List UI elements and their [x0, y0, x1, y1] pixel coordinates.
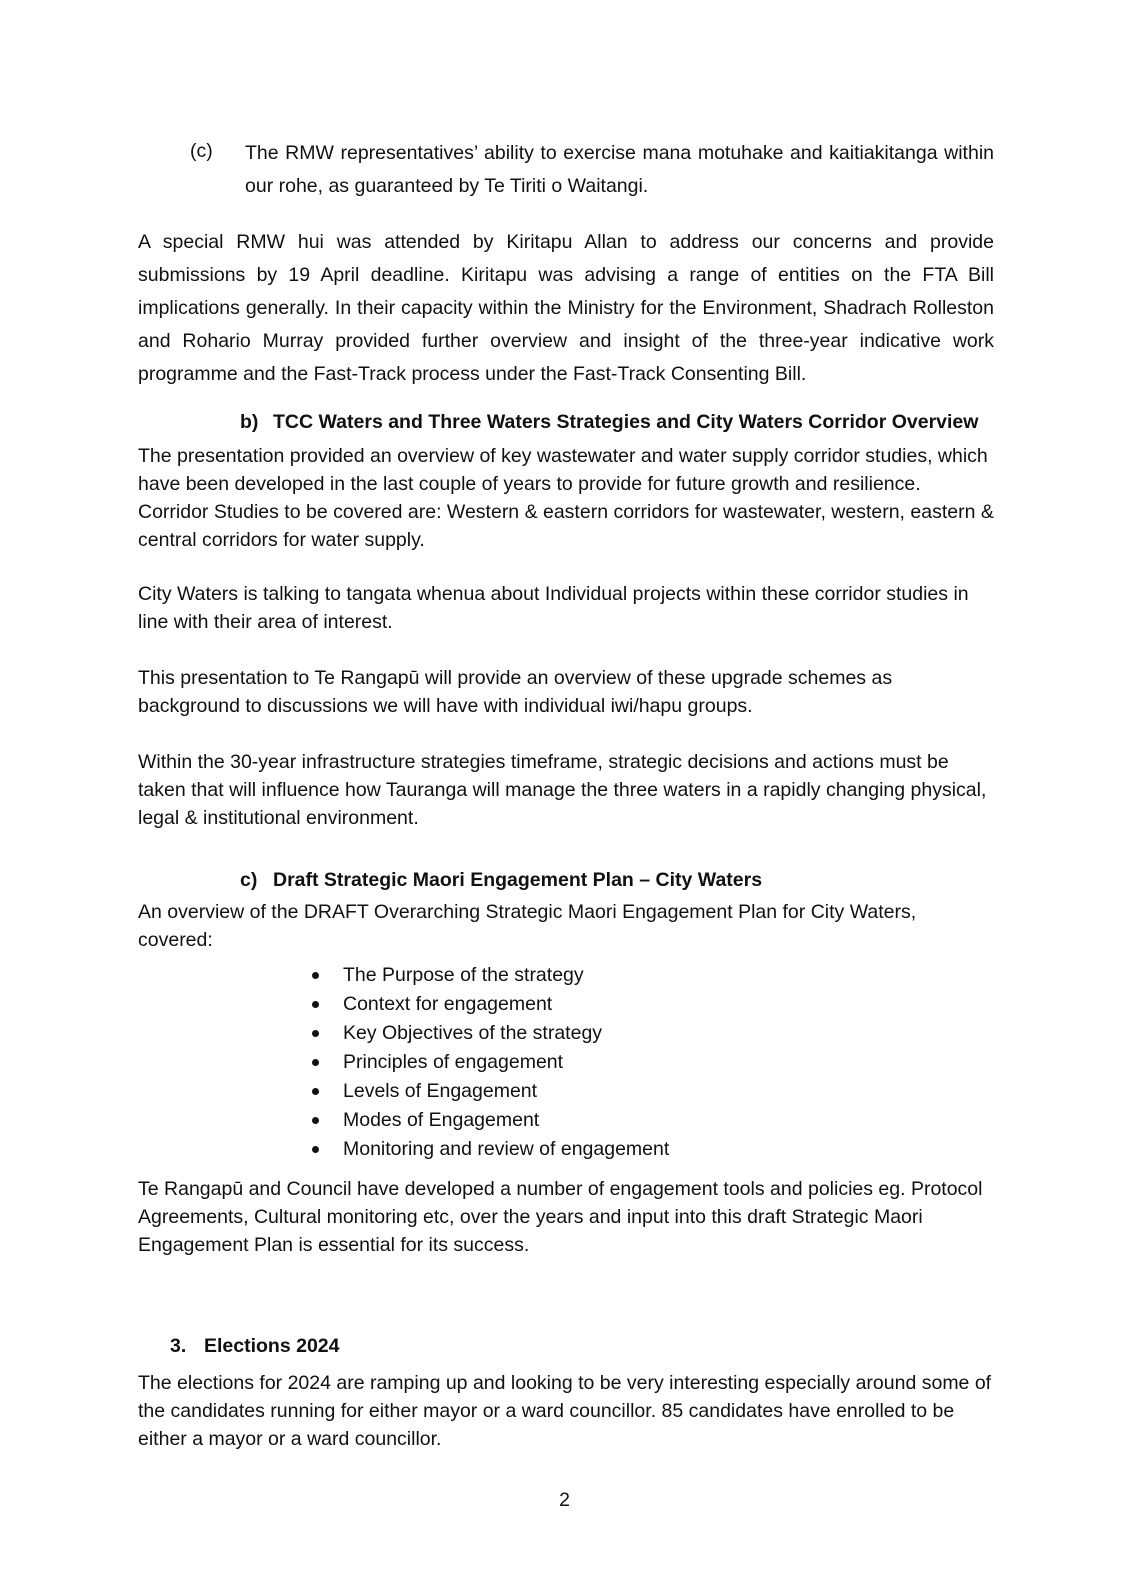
section-heading-b: [240, 408, 978, 436]
list-item-text: The RMW representatives’ ability to exercise mana motuhake and kaitiakitanga within our rohe, as guaranteed by Te Tiriti o Waitangi.: [245, 142, 994, 197]
paragraph-city-waters-talks: City Waters is talking to tangata whenua about Individual projects within these corridor studies in line with their area of interest.: [138, 583, 969, 633]
section-marker: c): [240, 869, 258, 891]
list-item: The Purpose of the strategy: [300, 961, 669, 990]
list-item: Modes of Engagement: [300, 1106, 669, 1135]
paragraph-corridor-overview: The presentation provided an overview of key wastewater and water supply corridor studies, which have been developed in the last couple of years to provide for future growth and resilience. Corridor Studies to be covered are: Western & eastern corridors for wastewater, western, eastern & central corridors for water supply.: [138, 445, 994, 551]
section-title: TCC Waters and Three Waters Strategies and City Waters Corridor Overview: [273, 411, 979, 433]
paragraph-rmw-hui: A special RMW hui was attended by Kiritapu Allan to address our concerns and provide submissions by 19 April deadline. Kiritapu was advising a range of entities on the FTA Bill implications generally. In their capacity within the Ministry for the Environment, Shadrach Rolleston and Rohario Murray provided further overview and insight of the three-year indicative work programme and the Fast-Track process under the Fast-Track Consenting Bill.: [138, 231, 994, 385]
bullet-icon: [312, 1088, 319, 1095]
section-heading-elections: [170, 1332, 340, 1360]
section-heading-c: [240, 866, 762, 894]
paragraph-elections: The elections for 2024 are ramping up and looking to be very interesting especially around some of the candidates running for either mayor or a ward councillor. 85 candidates have enrolled to be either a mayor or a ward councillor.: [138, 1372, 992, 1450]
section-marker: 3.: [170, 1335, 187, 1357]
list-item: Levels of Engagement: [300, 1077, 669, 1106]
bullet-icon: [312, 1001, 319, 1008]
list-item: Principles of engagement: [300, 1048, 669, 1077]
bullet-icon: [312, 1059, 319, 1066]
section-title: Elections 2024: [204, 1335, 340, 1357]
section-title: Draft Strategic Maori Engagement Plan – City Waters: [273, 869, 763, 891]
bullet-icon: [312, 1146, 319, 1153]
paragraph-engagement-tools: Te Rangapū and Council have developed a number of engagement tools and policies eg. Protocol Agreements, Cultural monitoring etc, over the years and input into this draft Strategic Maori Engagement Plan is essential for its success.: [138, 1178, 983, 1256]
paragraph-presentation: This presentation to Te Rangapū will provide an overview of these upgrade schemes as background to discussions we will have with individual iwi/hapu groups.: [138, 667, 893, 717]
bullet-icon: [312, 972, 319, 979]
list-item: Monitoring and review of engagement: [300, 1135, 669, 1164]
bullet-icon: [312, 1030, 319, 1037]
page-number: 2: [559, 1489, 570, 1511]
bullet-list: [300, 961, 669, 1164]
list-item: Context for engagement: [300, 990, 669, 1019]
list-item: Key Objectives of the strategy: [300, 1019, 669, 1048]
bullet-icon: [312, 1117, 319, 1124]
paragraph-strategies-timeframe: Within the 30-year infrastructure strategies timeframe, strategic decisions and actions must be taken that will influence how Tauranga will manage the three waters in a rapidly changing physical, legal & institutional environment.: [138, 751, 987, 829]
section-marker: b): [240, 411, 259, 433]
paragraph-engagement-plan-intro: An overview of the DRAFT Overarching Strategic Maori Engagement Plan for City Waters, covered:: [138, 901, 917, 951]
list-item-marker: (c): [190, 140, 213, 162]
